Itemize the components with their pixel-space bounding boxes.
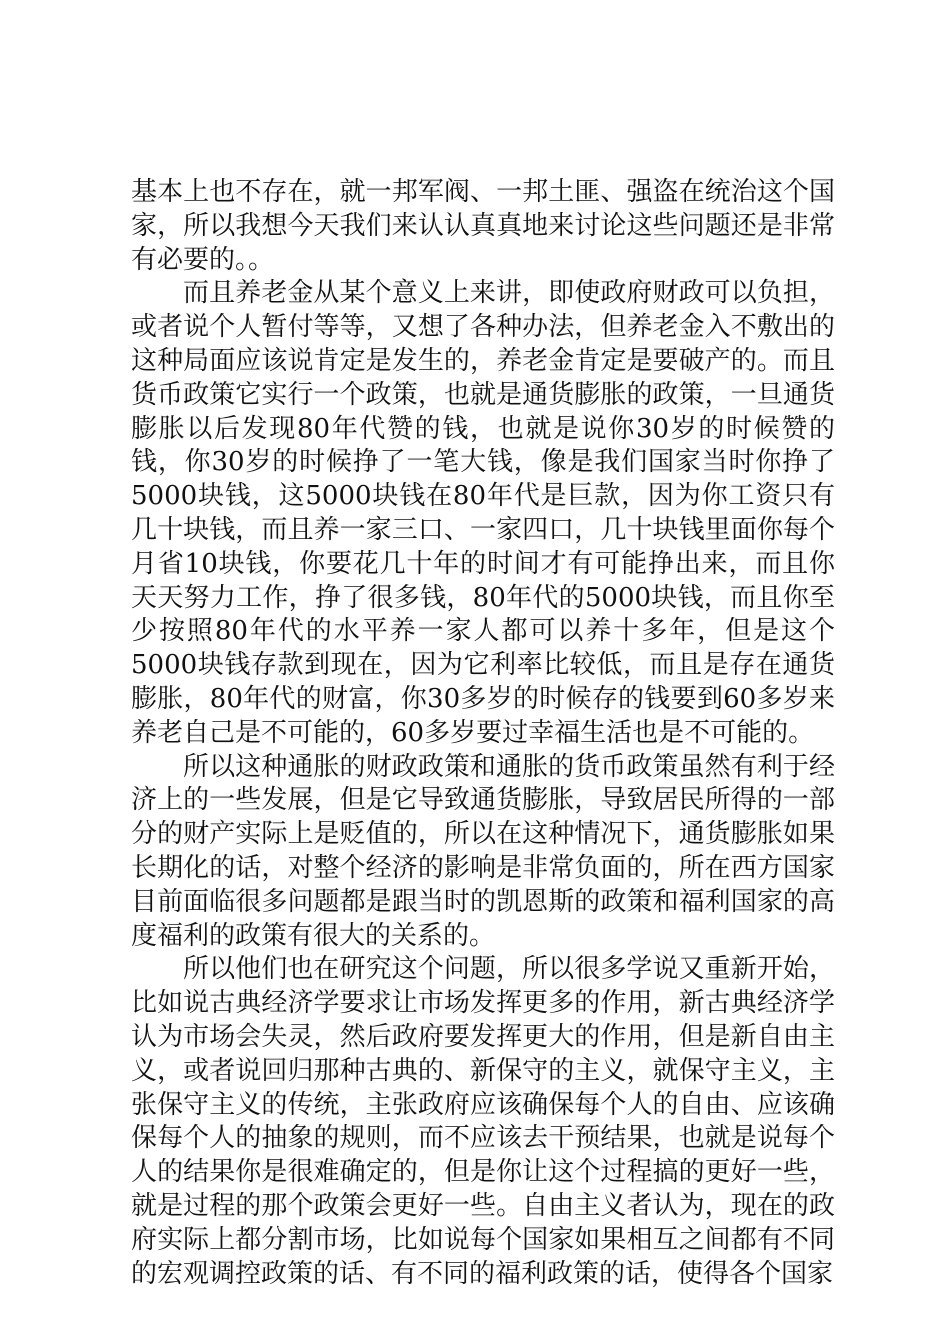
paragraph-4: 所以他们也在研究这个问题，所以很多学说又重新开始，比如说古典经济学要求让市场发挥更多的作用，新古典经济学认为市场会失灵，然后政府要发挥更大的作用，但是新自由主义，或者说回归那种古典的、新保守的主义，就保守主义，主张保守主义的传统，主张政府应该确保每个人的自由、应该确保每个人的抽象的规则，而不应该去干预结果，也就是说每个人的结果你是很难确定的，但是你让这个过程搞的更好一些，就是过程的那个政策会更好一些。自由主义者认为，现在的政府实际上都分割市场，比如说每个国家如果相互之间都有不同的宏观调控政策的话、有不同的福利政策的话，使得各个国家 (131, 954, 835, 1289)
paragraph-2: 而且养老金从某个意义上来讲，即使政府财政可以负担，或者说个人暂付等等，又想了各种办法，但养老金入不敷出的这种局面应该说肯定是发生的，养老金肯定是要破产的。而且货币政策它实行一个政策，也就是通货膨胀的政策，一旦通货膨胀以后发现80年代赞的钱，也就是说你30岁的时候赞的钱，你30岁的时候挣了一笔大钱，像是我们国家当时你挣了5000块钱，这5000块钱在80年代是巨款，因为你工资只有几十块钱，而且养一家三口、一家四口，几十块钱里面你每个月省10块钱，你要花几十年的时间才有可能挣出来，而且你天天努力工作，挣了很多钱，80年代的5000块钱，而且你至少按照80年代的水平养一家人都可以养十多年，但是这个5000块钱存款到现在，因为它利率比较低，而且是存在通货膨胀，80年代的财富，你30多岁的时候存的钱要到60多岁来养老自己是不可能的，60多岁要过幸福生活也是不可能的。 (131, 278, 835, 748)
paragraph-1: 基本上也不存在，就一邦军阀、一邦土匪、强盗在统治这个国家，所以我想今天我们来认认真真地来讨论这些问题还是非常有必要的。。 (131, 177, 835, 275)
body-text (131, 176, 835, 1291)
paragraph-3: 所以这种通胀的财政政策和通胀的货币政策虽然有利于经济上的一些发展，但是它导致通货膨胀，导致居民所得的一部分的财产实际上是贬值的，所以在这种情况下，通货膨胀如果长期化的话，对整个经济的影响是非常负面的，所在西方国家目前面临很多问题都是跟当时的凯恩斯的政策和福利国家的高度福利的政策有很大的关系的。 (131, 751, 835, 951)
